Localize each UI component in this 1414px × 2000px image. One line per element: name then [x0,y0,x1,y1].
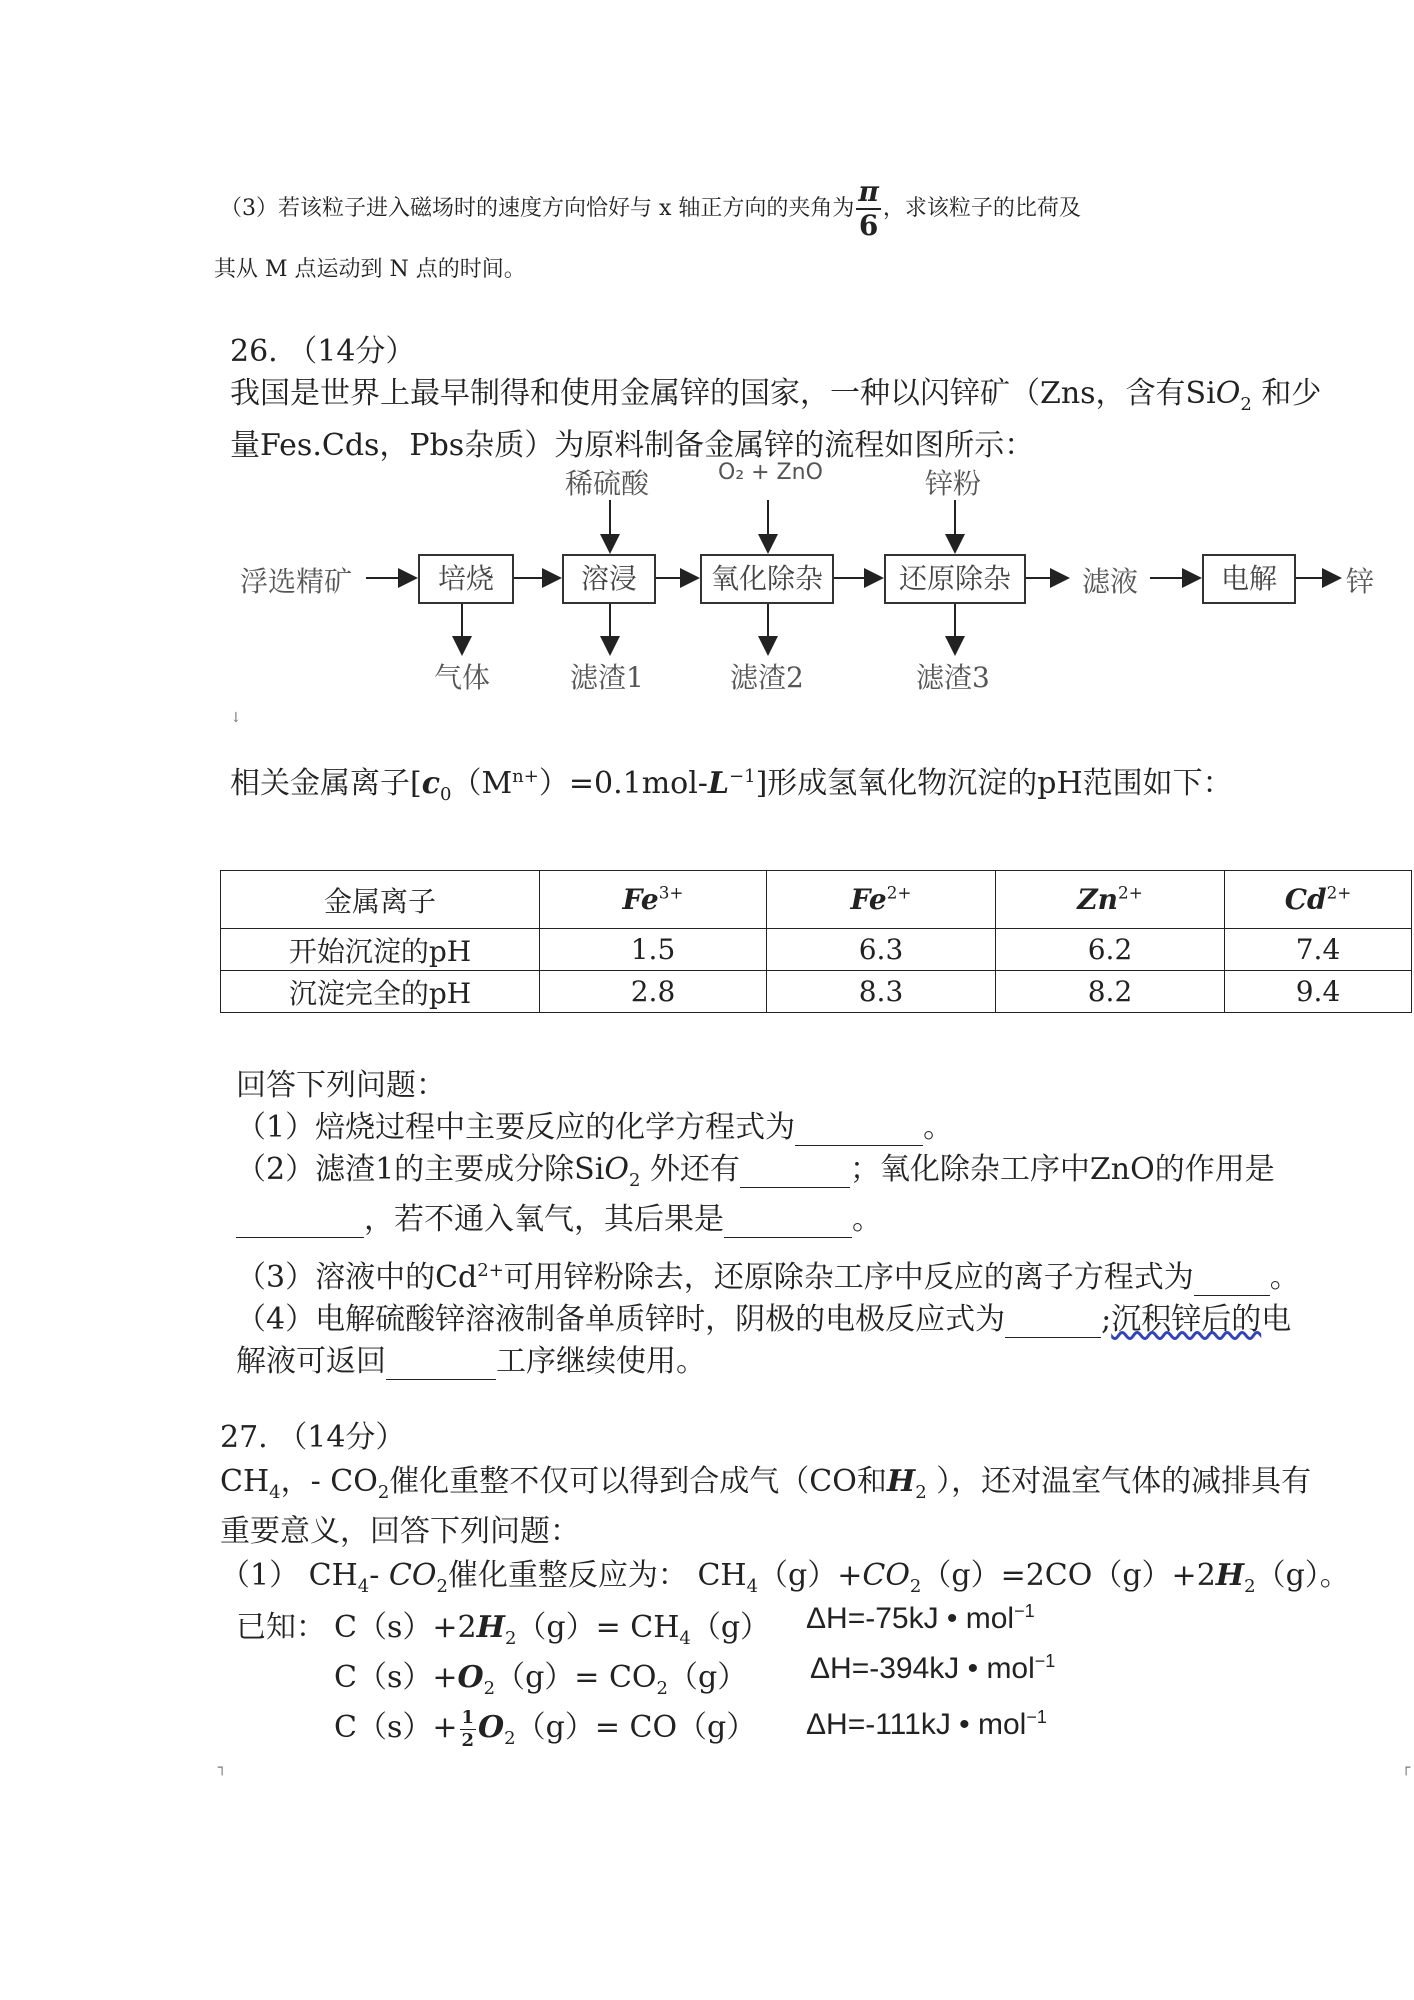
flow-box-oxidation: 氧化除杂 [700,554,834,604]
q26-question-2-line2: ，若不通入氧气，其后果是 。 [236,1194,882,1238]
flow-box-roast: 培烧 [418,554,514,604]
q26-question-3: （3）溶液中的$Cd^{2+}$可用锌粉除去，还原除杂工序中反应的离子方程式为 。 [236,1260,1300,1295]
metal-ion-ph-table [220,870,1412,1013]
flow-arrows [0,0,1414,720]
para-mark: ↓ [230,710,242,726]
q26-question-1: （1）焙烧过程中主要反应的化学方程式为 。 [236,1110,954,1145]
one-half-fraction: $\frac{1}{2}$ [461,1706,475,1751]
q27-equation-3: C（s）+ $\frac{1}{2}$ $O_2(g)= CO(g)$ [334,1706,757,1751]
table-header-fe3: $Fe^{3+}$ [540,871,767,929]
q26-intro-line2: 量Fes.Cds，Pbs杂质）为原料制备金属锌的流程如图所示： [230,428,1035,463]
flow-output-residue1: 滤渣1 [570,661,644,694]
answer-blank[interactable] [795,1115,923,1146]
q27-dh-3: ΔH=-111kJ • mol$^{-1}$ [806,1707,1047,1741]
q27-heading: 27. （14分） [220,1420,406,1455]
flow-output-gas: 气体 [434,661,491,694]
answer-blank[interactable] [386,1349,496,1380]
table-row: 沉淀完全的pH 2.8 8.3 8.2 9.4 [221,971,1412,1013]
q27-intro-line1: $CH_4$，- $CO_2$催化重整不仅可以得到合成气（CO和$H_2$ ），还对温室气体的减排具有 [220,1464,1312,1503]
flow-filtrate: 滤液 [1082,565,1139,598]
table-row: 开始沉淀的pH 1.5 6.3 6.2 7.4 [221,929,1412,971]
flow-input-acid: 稀硫酸 [565,467,650,500]
q26-range-line: 相关金属离子$[c_0(M^{n+})=0.1mol-L^{-1}]$形成氢氧化物沉淀的pH范围如下： [230,766,1233,805]
flow-box-reduction: 还原除杂 [884,554,1026,604]
q26-intro-line1: 我国是世界上最早制得和使用金属锌的国家，一种以闪锌矿（Zns，含有SiO$_2$ 和少 [230,376,1322,415]
q27-dh-2: ΔH=-394kJ • mol$^{-1}$ [810,1651,1056,1685]
q26-question-4-line2: 解液可返回 工序继续使用。 [236,1344,706,1379]
table-header-row [221,871,1412,929]
flow-output-residue2: 滤渣2 [730,661,804,694]
table-header-label: 金属离子 [221,871,540,929]
pi-over-6-fraction: $\frac{\pi}{6}$ [858,175,879,242]
q27-part1: （1） $CH_4-$ $CO_2$催化重整反应为： $CH_4(g)+CO_2(g)=2CO(g)+2H_2(g)$。 [220,1558,1350,1597]
answer-blank[interactable] [740,1157,850,1188]
q26-heading: 26. （14分） [230,334,416,369]
q25-part3-line1: （3）若该粒子进入磁场时的速度方向恰好与 x 轴正方向的夹角为 $\frac{\pi}{6}$ ，求该粒子的比荷及 [220,175,1081,242]
flow-product: 锌 [1346,565,1375,598]
table-header-fe2: $Fe^{2+}$ [767,871,996,929]
corner-mark-left: ┐ [218,1760,227,1776]
flow-feed: 浮选精矿 [240,565,353,598]
q26-question-2-line1: （2）滤渣1的主要成分除SiO$_2$ 外还有 ；氧化除杂工序中ZnO的作用是 [236,1152,1275,1191]
flow-input-zinc-powder: 锌粉 [925,467,982,500]
flow-input-o2-zno: O₂ + ZnO [718,460,823,485]
table-header-zn2: $Zn^{2+}$ [996,871,1225,929]
corner-mark-right: ┌ [1402,1760,1411,1776]
flow-box-electrolysis: 电解 [1202,554,1296,604]
q27-intro-line2: 重要意义，回答下列问题： [220,1514,580,1549]
q27-equation-1: $C(s)+2H_2(g)= CH_4(g)$ [334,1610,771,1649]
q25-part3-line2: 其从 M 点运动到 N 点的时间。 [214,257,526,282]
flow-box-leach: 溶浸 [562,554,656,604]
q26-answer-intro: 回答下列问题： [236,1068,446,1103]
answer-blank[interactable] [724,1207,852,1238]
answer-blank[interactable] [1194,1265,1270,1296]
answer-blank[interactable] [236,1207,364,1238]
answer-blank[interactable] [1005,1307,1101,1338]
q26-question-4-line1: （4）电解硫酸锌溶液制备单质锌时，阴极的电极反应式为 ;沉积锌后的电 [236,1302,1292,1337]
q27-dh-1: ΔH=-75kJ • mol$^{-1}$ [806,1601,1035,1635]
table-header-cd2: $Cd^{2+}$ [1225,871,1412,929]
q27-equation-2: $C(s)+O_2(g)= CO_2(g)$ [334,1660,748,1699]
q27-known-label: 已知： [236,1610,326,1645]
flow-output-residue3: 滤渣3 [916,661,990,694]
